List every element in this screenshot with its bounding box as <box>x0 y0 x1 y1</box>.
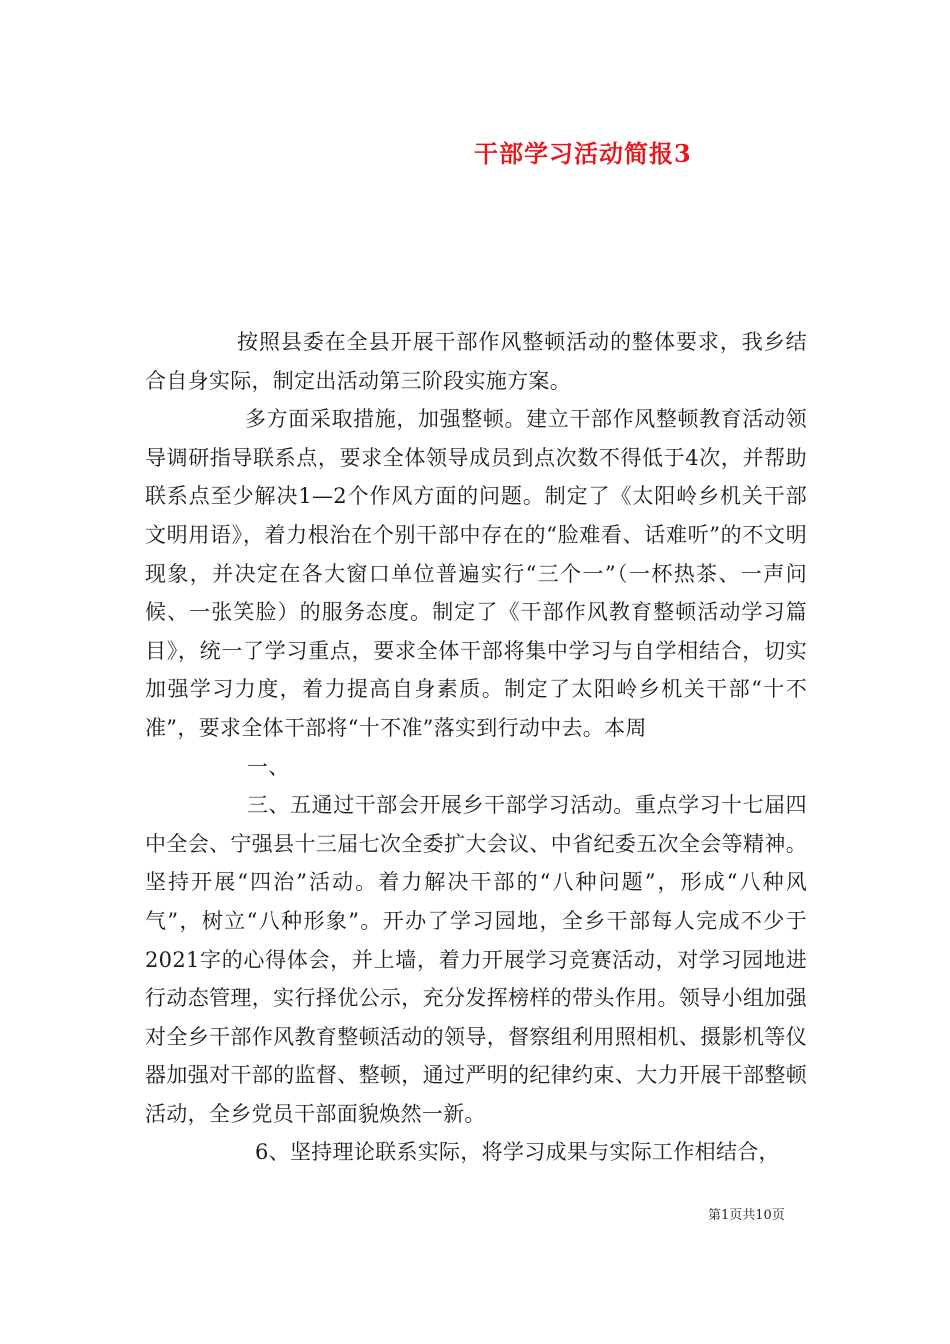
paragraph-2: 多方面采取措施，加强整顿。建立干部作风整顿教育活动领导调研指导联系点，要求全体领导成员到点次数不得低于4次，并帮助联系点至少解决1—2个作风方面的问题。制定了《太阳岭乡机关干部文明用语》，着力根治在个别干部中存在的“脸难看、话难听”的不文明现象，并决定在各大窗口单位普遍实行“三个一”（一杯热茶、一声问候、一张笑脸）的服务态度。制定了《干部作风教育整顿活动学习篇目》，统一了学习重点，要求全体干部将集中学习与自学相结合，切实加强学习力度，着力提高自身素质。制定了太阳岭乡机关干部“十不准”，要求全体干部将“十不准”落实到行动中去。本周 <box>145 407 807 740</box>
paragraph-4: 三、五通过干部会开展乡干部学习活动。重点学习十七届四中全会、宁强县十三届七次全委扩大会议、中省纪委五次全会等精神。坚持开展“四治”活动。着力解决干部的“八种问题”，形成“八种风气”，树立“八种形象”。开办了学习园地，全乡干部每人完成不少于2021字的心得体会，并上墙，着力开展学习竞赛活动，对学习园地进行动态管理，实行择优公示，充分发挥榜样的带头作用。领导小组加强对全乡干部作风教育整顿活动的领导，督察组利用照相机、摄影机等仪器加强对干部的监督、整顿，通过严明的纪律约束、大力开展干部整顿活动，全乡党员干部面貌焕然一新。 <box>145 793 807 1126</box>
page-number-footer: 第1页共10页 <box>708 1208 785 1223</box>
paragraph-5: 6、坚持理论联系实际，将学习成果与实际工作相结合， <box>255 1140 780 1165</box>
document-title: 干部学习活动简报3 <box>474 139 692 168</box>
paragraph-1: 按照县委在全县开展干部作风整顿活动的整体要求，我乡结合自身实际，制定出活动第三阶段实施方案。 <box>145 330 807 393</box>
document-body <box>145 323 807 1172</box>
paragraph-3: 一、 <box>247 754 290 779</box>
